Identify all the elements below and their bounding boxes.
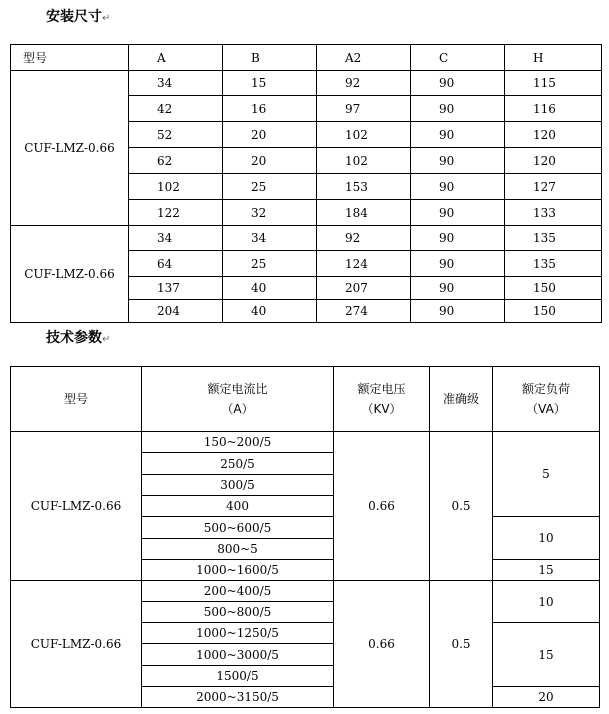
dimensions-model-cell-2: CUF-LMZ-0.66	[11, 226, 129, 323]
cell: 133	[505, 200, 602, 226]
cell: 20	[223, 148, 317, 174]
cell: 115	[505, 71, 602, 96]
cell: 102	[317, 148, 411, 174]
dimensions-model-cell-1: CUF-LMZ-0.66	[11, 71, 129, 226]
load-cell: 15	[493, 623, 600, 687]
table-row	[11, 581, 600, 602]
cell: 90	[411, 277, 505, 300]
cell: 116	[505, 96, 602, 122]
ratio-cell: 250/5	[142, 453, 334, 475]
cell: 52	[129, 122, 223, 148]
section-title-params: 技术参数↵	[46, 330, 111, 346]
voltage-unit: （KV）	[361, 402, 402, 416]
cell: 90	[411, 71, 505, 96]
load-label: 额定负荷	[521, 382, 570, 396]
dimensions-header-row	[11, 45, 602, 71]
cell: 32	[223, 200, 317, 226]
voltage-cell-1: 0.66	[334, 432, 430, 581]
cell: 15	[223, 71, 317, 96]
cell: 92	[317, 226, 411, 251]
cell: 124	[317, 251, 411, 277]
cell: 127	[505, 174, 602, 200]
cell: 204	[129, 300, 223, 323]
cell: 25	[223, 174, 317, 200]
load-cell: 10	[493, 517, 600, 560]
cell: 150	[505, 277, 602, 300]
ratio-cell: 400	[142, 496, 334, 517]
params-header-load	[493, 367, 600, 432]
header-h: H	[505, 45, 602, 71]
load-cell: 20	[493, 687, 600, 708]
cell: 122	[129, 200, 223, 226]
ratio-cell: 2000~3150/5	[142, 687, 334, 708]
accuracy-cell-2: 0.5	[430, 581, 493, 708]
cell: 207	[317, 277, 411, 300]
cell: 40	[223, 300, 317, 323]
ratio-cell: 1000~1250/5	[142, 623, 334, 644]
load-cell: 15	[493, 560, 600, 581]
header-model: 型号	[11, 45, 129, 71]
dimensions-table	[10, 44, 602, 323]
cell: 120	[505, 148, 602, 174]
cell: 184	[317, 200, 411, 226]
cell: 34	[223, 226, 317, 251]
cell: 120	[505, 122, 602, 148]
section-title-install-text: 安装尺寸	[46, 9, 102, 25]
params-header-row	[11, 367, 600, 432]
params-table	[10, 366, 600, 708]
cell: 16	[223, 96, 317, 122]
ratio-cell: 200~400/5	[142, 581, 334, 602]
cell: 34	[129, 226, 223, 251]
table-row	[11, 226, 602, 251]
cell: 135	[505, 226, 602, 251]
ratio-cell: 300/5	[142, 475, 334, 496]
cell: 34	[129, 71, 223, 96]
cell: 62	[129, 148, 223, 174]
table-row	[11, 432, 600, 453]
cell: 25	[223, 251, 317, 277]
cell: 137	[129, 277, 223, 300]
cell: 90	[411, 122, 505, 148]
cell: 90	[411, 96, 505, 122]
cell: 90	[411, 226, 505, 251]
ratio-cell: 1500/5	[142, 666, 334, 687]
load-cell: 5	[493, 432, 600, 517]
cell: 90	[411, 200, 505, 226]
header-c: C	[411, 45, 505, 71]
cell: 135	[505, 251, 602, 277]
params-header-accuracy: 准确级	[430, 367, 493, 432]
ratio-unit: （A）	[221, 402, 254, 416]
cell: 102	[129, 174, 223, 200]
params-model-cell-2: CUF-LMZ-0.66	[11, 581, 142, 708]
cell: 274	[317, 300, 411, 323]
cell: 42	[129, 96, 223, 122]
ratio-cell: 1000~1600/5	[142, 560, 334, 581]
params-header-voltage	[334, 367, 430, 432]
header-b: B	[223, 45, 317, 71]
voltage-label: 额定电压	[357, 382, 406, 396]
params-header-ratio	[142, 367, 334, 432]
header-a2: A2	[317, 45, 411, 71]
ratio-label: 额定电流比	[207, 382, 268, 396]
cell: 90	[411, 251, 505, 277]
ratio-cell: 500~800/5	[142, 602, 334, 623]
ratio-cell: 150~200/5	[142, 432, 334, 453]
cell: 20	[223, 122, 317, 148]
voltage-cell-2: 0.66	[334, 581, 430, 708]
table-row	[11, 71, 602, 96]
cell: 92	[317, 71, 411, 96]
ratio-cell: 500~600/5	[142, 517, 334, 539]
section-title-params-text: 技术参数	[46, 330, 102, 346]
cell: 90	[411, 148, 505, 174]
cell: 40	[223, 277, 317, 300]
load-cell: 10	[493, 581, 600, 623]
cell: 102	[317, 122, 411, 148]
cell: 153	[317, 174, 411, 200]
ratio-cell: 800~5	[142, 539, 334, 560]
ratio-cell: 1000~3000/5	[142, 644, 334, 666]
accuracy-cell-1: 0.5	[430, 432, 493, 581]
section-title-install: 安装尺寸↵	[46, 9, 111, 25]
params-header-model: 型号	[11, 367, 142, 432]
load-unit: （VA）	[526, 402, 566, 416]
cell: 150	[505, 300, 602, 323]
header-a: A	[129, 45, 223, 71]
cell: 90	[411, 174, 505, 200]
cell: 97	[317, 96, 411, 122]
cell: 64	[129, 251, 223, 277]
params-model-cell-1: CUF-LMZ-0.66	[11, 432, 142, 581]
cell: 90	[411, 300, 505, 323]
